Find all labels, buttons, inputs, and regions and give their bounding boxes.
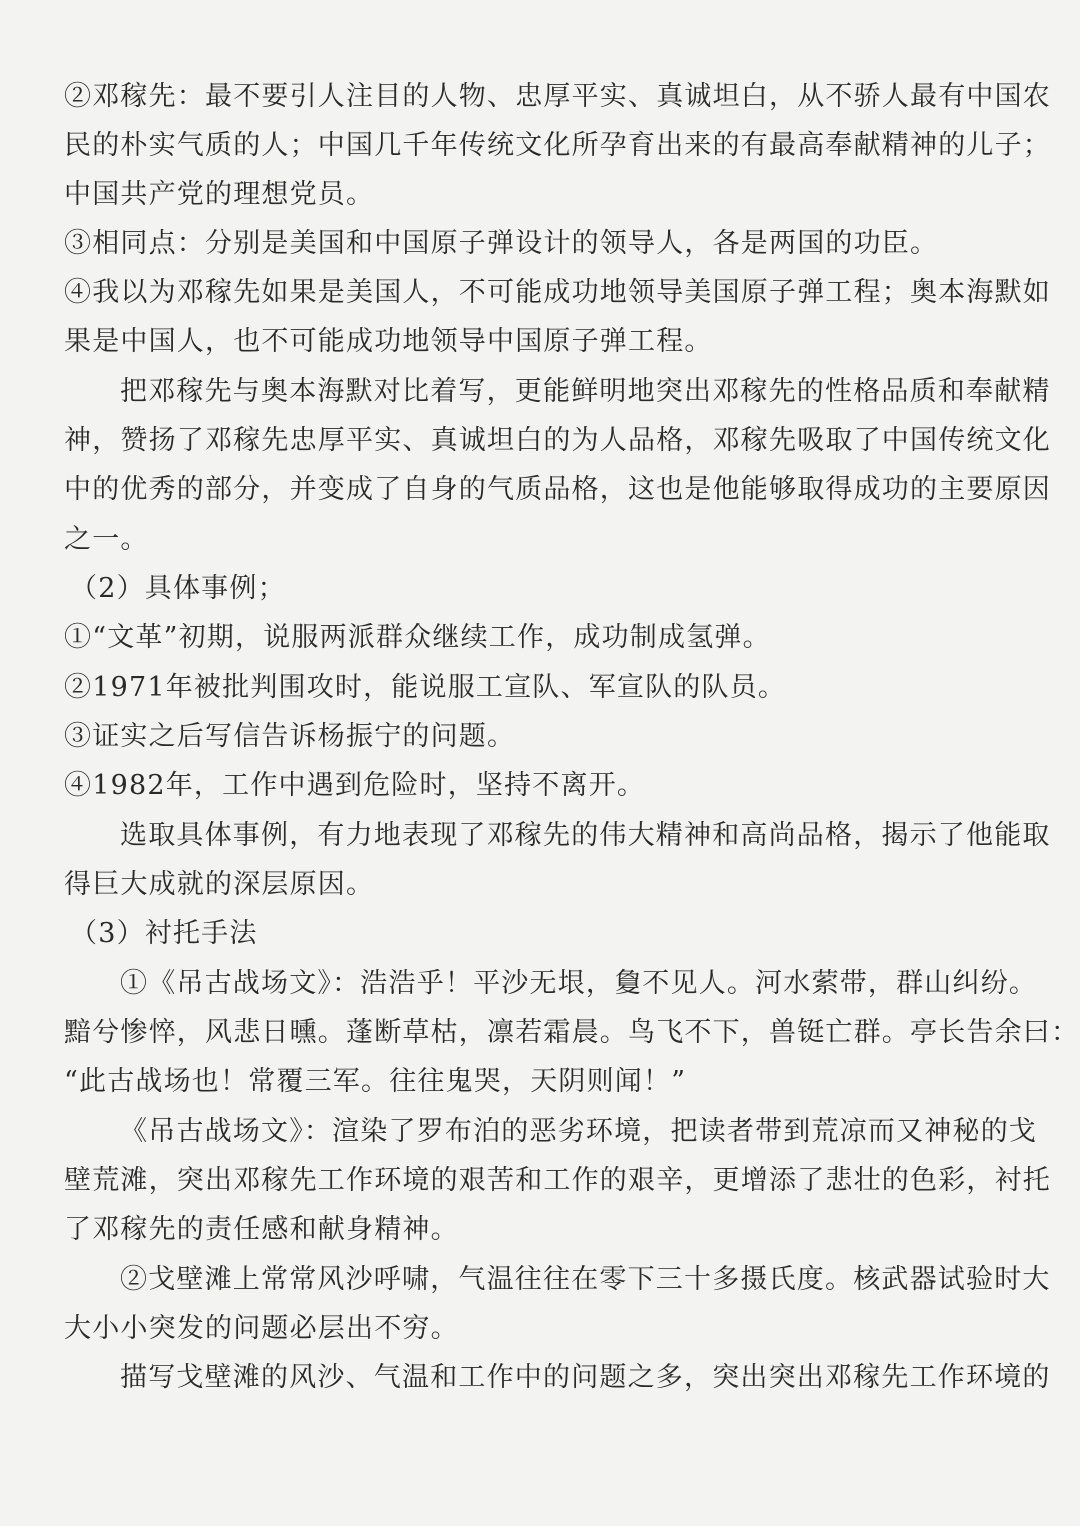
text-line: 《吊古战场文》：渲染了罗布泊的恶劣环境，把读者带到荒凉而又神秘的戈 xyxy=(120,1116,1038,1147)
text-line: 果是中国人，也不可能成功地领导中国原子弹工程。 xyxy=(64,326,713,357)
text-line: 中的优秀的部分，并变成了自身的气质品格，这也是他能够取得成功的主要原因 xyxy=(64,474,1051,505)
text-line: 中国共产党的理想党员。 xyxy=(64,179,375,210)
text-line: 民的朴实气质的人；中国几千年传统文化所孕育出来的有最高奉献精神的儿子； xyxy=(64,130,1051,161)
text-line: ④我以为邓稼先如果是美国人，不可能成功地领导美国原子弹工程；奥本海默如 xyxy=(64,277,1051,308)
text-line: 得巨大成就的深层原因。 xyxy=(64,869,375,900)
text-line: 神，赞扬了邓稼先忠厚平实、真诚坦白的为人品格，邓稼先吸取了中国传统文化 xyxy=(64,425,1051,456)
text-line: ④1982年，工作中遇到危险时，坚持不离开。 xyxy=(64,770,646,801)
text-line: ②戈壁滩上常常风沙呼啸，气温往往在零下三十多摄氏度。核武器试验时大 xyxy=(120,1264,1051,1295)
text-line: ②邓稼先：最不要引人注目的人物、忠厚平实、真诚坦白，从不骄人最有中国农 xyxy=(64,81,1051,112)
text-line: 大小小突发的问题必层出不穷。 xyxy=(64,1313,459,1344)
text-line: 壁荒滩，突出邓稼先工作环境的艰苦和工作的艰辛，更增添了悲壮的色彩，衬托 xyxy=(64,1165,1051,1196)
text-line: ①“文革”初期，说服两派群众继续工作，成功制成氢弹。 xyxy=(64,622,771,653)
text-line: 之一。 xyxy=(64,524,149,555)
text-line: 了邓稼先的责任感和献身精神。 xyxy=(64,1214,459,1245)
text-line: “此古战场也！常覆三军。往往鬼哭，天阴则闻！” xyxy=(64,1066,687,1097)
section-heading: （3）衬托手法 xyxy=(70,918,258,949)
text-line: ③相同点：分别是美国和中国原子弹设计的领导人，各是两国的功臣。 xyxy=(64,228,939,259)
text-line: ③证实之后写信告诉杨振宁的问题。 xyxy=(64,721,516,752)
section-heading: （2）具体事例； xyxy=(70,573,286,604)
text-line: 选取具体事例，有力地表现了邓稼先的伟大精神和高尚品格，揭示了他能取 xyxy=(120,820,1051,851)
text-line: ②1971年被批判围攻时，能说服工宣队、军宣队的队员。 xyxy=(64,672,787,703)
text-line: ①《吊古战场文》：浩浩乎！平沙无垠，敻不见人。河水萦带，群山纠纷。 xyxy=(120,968,1038,999)
text-line: 黯兮惨悴，风悲日曛。蓬断草枯，凛若霜晨。鸟飞不下，兽铤亡群。亭长告余曰： xyxy=(64,1017,1080,1048)
text-line: 描写戈壁滩的风沙、气温和工作中的问题之多，突出突出邓稼先工作环境的 xyxy=(120,1362,1051,1393)
text-line: 把邓稼先与奥本海默对比着写，更能鲜明地突出邓稼先的性格品质和奉献精 xyxy=(120,376,1051,407)
